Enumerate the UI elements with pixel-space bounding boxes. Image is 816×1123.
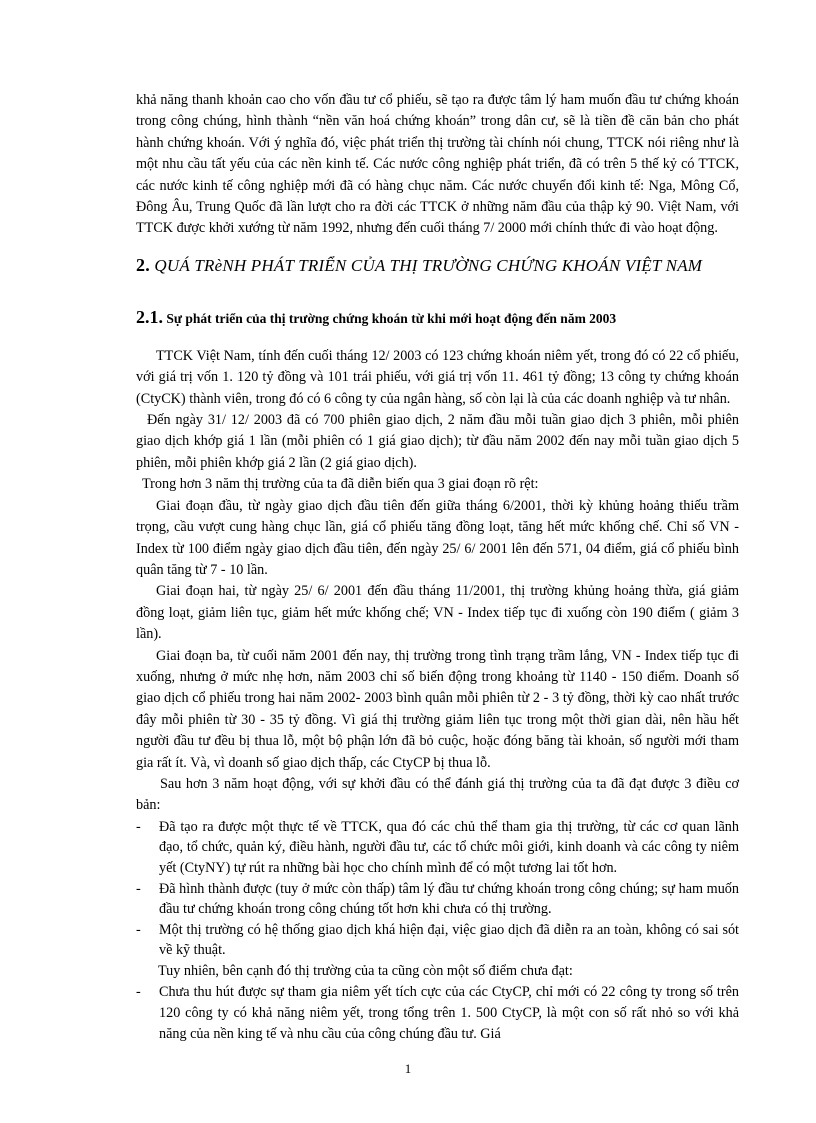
achievement-text: Một thị trường có hệ thống giao dịch khá hiện đại, việc giao dịch đã diễn ra an toàn, không có sai sót về kỹ thuật. — [159, 921, 739, 959]
section-2-1-number: 2.1. — [136, 306, 163, 327]
bullet-dash: - — [136, 921, 141, 938]
document-page — [136, 90, 739, 1044]
section-2-1-heading — [136, 307, 739, 328]
limitations-intro: Tuy nhiên, bên cạnh đó thị trường của ta cũng còn một số điểm chưa đạt: — [158, 962, 573, 979]
paragraph: Giai đoạn ba, từ cuối năm 2001 đến nay, thị trường trong tình trạng trầm lắng, VN - Index tiếp tục đi xuống, nhưng ở mức nhẹ hơn, năm 2003 chỉ số biến động trong khoảng từ 1140 - 150 điểm. Doanh số giao dịch cổ phiếu trong hai năm 2002- 2003 bình quân mỗi phiên từ 2 - 3 tỷ đồng, thời kỳ cao nhất trước đây mỗi phiên từ 30 - 35 tỷ đồng. Vì giá thị trường giảm liên tục trong một thời gian dài, nên hầu hết người đầu tư đều bị thua lỗ, một bộ phận lớn đã bỏ cuộc, hoặc đóng băng tài khoản, số người mới tham gia rất ít. Và, vì doanh số giao dịch thấp, các CtyCP bị thua lỗ. — [136, 647, 739, 771]
section-2-1-title: Sự phát triển của thị trường chứng khoán từ khi mới hoạt động đến năm 2003 — [166, 310, 617, 326]
bullet-dash: - — [136, 818, 141, 835]
page-number: 1 — [404, 1061, 412, 1076]
paragraph: Trong hơn 3 năm thị trường của ta đã diễn biến qua 3 giai đoạn rõ rệt: — [142, 476, 539, 493]
limitation-item — [136, 982, 739, 1044]
section-2-title: QUÁ TRèNH PHÁT TRIỂN CỦA THỊ TRƯỜNG CHỨNG KHOÁN VIỆT NAM — [154, 255, 703, 275]
paragraph: Đến ngày 31/ 12/ 2003 đã có 700 phiên giao dịch, 2 năm đầu mỗi tuần giao dịch 3 phiên, mỗi phiên giao dịch khớp giá 1 lần (mỗi phiên có 1 giá giao dịch); từ đầu năm 2002 đến nay mỗi tuần giao dịch 5 phiên, mỗi phiên khớp giá 2 lần (2 giá giao dịch). — [136, 412, 739, 471]
intro-paragraph: khả năng thanh khoản cao cho vốn đầu tư cổ phiếu, sẽ tạo ra được tâm lý ham muốn đầu tư chứng khoán trong công chúng, hình thành “nền văn hoá chứng khoán” trong dân cư, sẽ là tiền đề căn bản cho phát hành chứng khoán. Với ý nghĩa đó, việc phát triển thị trường tài chính nói chung, TTCK nói riêng như là một nhu cầu tất yếu của các nền kinh tế. Các nước công nghiệp phát triển, đã có trên 5 thế kỷ có TTCK, các nước kinh tế công nghiệp mới đã có hàng chục năm. Các nước chuyển đổi kinh tế: Nga, Mông Cổ, Đông Âu, Trung Quốc đã lần lượt cho ra đời các TTCK ở những năm đầu của thập kỷ 90. Việt Nam, với TTCK được khởi xướng từ năm 1992, nhưng đến cuối tháng 7/ 2000 mới chính thức đi vào hoạt động. — [136, 92, 739, 237]
achievement-item — [136, 879, 739, 920]
paragraph: Sau hơn 3 năm hoạt động, với sự khởi đầu có thể đánh giá thị trường của ta đã đạt được 3 điều cơ bản: — [136, 775, 739, 814]
achievement-item — [136, 817, 739, 879]
paragraph: Giai đoạn đầu, từ ngày giao dịch đầu tiên đến giữa tháng 6/2001, thời kỳ khủng hoảng thiếu trầm trọng, cầu vượt cung hàng chục lần, giá cổ phiếu tăng đồng loạt, tăng hết mức khống chế. Chỉ số VN - Index từ 100 điểm ngày giao dịch đầu tiên, đến ngày 25/ 6/ 2001 lên đến 571, 04 điểm, giá cổ phiếu bình quân tăng từ 7 - 10 lần. — [136, 497, 739, 578]
achievement-item — [136, 920, 739, 961]
section-2-number: 2. — [136, 254, 150, 275]
achievement-text: Đã hình thành được (tuy ở mức còn thấp) tâm lý đầu tư chứng khoán trong công chúng; sự ham muốn đầu tư chứng khoán trong công chúng tốt hơn khi chưa có thị trường. — [159, 880, 739, 918]
bullet-dash: - — [136, 880, 141, 897]
paragraph: Giai đoạn hai, từ ngày 25/ 6/ 2001 đến đầu tháng 11/2001, thị trường khủng hoảng thừa, giá giảm đồng loạt, giảm liên tục, giảm hết mức khống chế; VN - Index tiếp tục đi xuống còn 190 điểm ( giảm 3 lần). — [136, 583, 739, 643]
limitation-text: Chưa thu hút được sự tham gia niêm yết tích cực của các CtyCP, chỉ mới có 22 công ty trong số trên 120 công ty có khả năng niêm yết, trong tổng trên 1. 500 CtyCP, là một con số rất nhỏ so với khả năng của nền king tế và nhu cầu của công chúng đầu tư. Giá — [159, 984, 739, 1042]
achievement-text: Đã tạo ra được một thực tế về TTCK, qua đó các chủ thể tham gia thị trường, từ các cơ quan lãnh đạo, tổ chức, quản ký, điều hành, người đầu tư, các tổ chức môi giới, kinh doanh và các công ty niêm yết (CtyNY) tự rút ra những bài học cho chính mình để có một tương lai tốt hơn. — [159, 818, 739, 876]
section-2-heading — [136, 254, 739, 277]
paragraph: TTCK Việt Nam, tính đến cuối tháng 12/ 2003 có 123 chứng khoán niêm yết, trong đó có 22 cổ phiếu, với giá trị vốn 1. 120 tỷ đồng và 101 trái phiếu, với giá trị vốn 11. 461 tỷ đồng; 13 công ty chứng khoán (CtyCK) thành viên, trong đó có 6 công ty của ngân hàng, số còn lại là của các doanh nghiệp và tư nhân. — [136, 347, 739, 407]
bullet-dash: - — [136, 984, 141, 1001]
